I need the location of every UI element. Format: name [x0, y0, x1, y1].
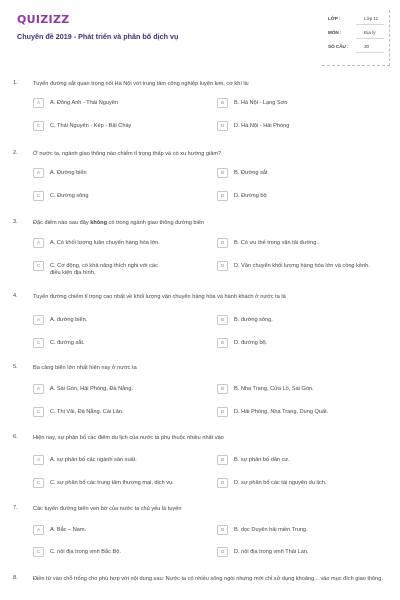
meta-label: SỐ CÂU :	[328, 44, 349, 49]
option-text: A. Bắc – Nam.	[50, 526, 87, 533]
option-letter-box: B	[217, 384, 228, 394]
option-letter-box: A	[33, 384, 44, 394]
option-letter-box: D	[217, 478, 228, 488]
worksheet-header	[0, 0, 400, 70]
question-text: Ba cảng biển lớn nhất hiện nay ở nước ta	[33, 365, 137, 371]
option-text: D. sự phân bố các tài nguyên du lịch.	[234, 479, 327, 486]
option-text: B. đường sông.	[234, 316, 273, 323]
option-text: C. nội địa trong vịnh Bắc Bộ.	[50, 548, 121, 555]
option-letter-box: B	[217, 525, 228, 535]
option-text: A. Đông Anh - Thái Nguyên	[50, 99, 118, 106]
question-number: 2.	[13, 150, 18, 156]
question-number: 7.	[13, 505, 18, 511]
option-text: D. đường bộ.	[234, 339, 268, 346]
option-letter-box: A	[33, 525, 44, 535]
option-text: C. Cơ động, có khả năng thích nghi với các điều kiện địa hình.	[50, 262, 158, 276]
question-text-emphasis: không	[90, 220, 107, 226]
page-title: Chuyên đề 2019 - Phát triển và phân bố dịch vụ	[17, 32, 179, 41]
option-text: D. nội địa trong vịnh Thái Lan.	[234, 548, 309, 555]
question-number: 3.	[13, 219, 18, 225]
option-letter-box: D	[217, 191, 228, 201]
option-text: C. Thị Vải, Đà Nẵng, Cái Lân.	[50, 408, 124, 415]
option-letter-box: A	[33, 168, 44, 178]
quizizz-logo: QUIZIZZ	[17, 13, 70, 26]
meta-box	[322, 10, 390, 66]
option-letter-box: B	[217, 168, 228, 178]
option-letter-box: C	[33, 547, 44, 557]
question-text-pre: Đặc điểm nào sau đây	[33, 220, 91, 226]
option-letter-box: A	[33, 98, 44, 108]
option-letter-box: C	[33, 191, 44, 201]
option-text: B. dọc Duyên hải miền Trung.	[234, 526, 308, 533]
option-letter-box: C	[33, 407, 44, 417]
meta-divider	[356, 52, 384, 53]
question-text-post: có trong ngành giao thông đường biển	[107, 220, 204, 226]
question-text: Tuyến đường sắt quan trọng nối Hà Nội với trung tâm công nghiệp luyện kim, cơ khí là:	[33, 81, 250, 87]
option-text: A. Có khối lượng luân chuyển hàng hóa lớn.	[50, 239, 160, 246]
question-number: 1.	[13, 80, 18, 86]
option-text: A. Đường biển	[50, 169, 87, 176]
option-text: D. Hà Nội - Hải Phòng	[234, 122, 290, 129]
option-letter-box: A	[33, 238, 44, 248]
meta-value: 30	[364, 44, 370, 49]
option-letter-box: C	[33, 121, 44, 131]
option-letter-box: C	[33, 338, 44, 348]
meta-divider	[356, 24, 384, 25]
option-text: D. Hải Phòng, Nha Trang, Dung Quất.	[234, 408, 329, 415]
option-letter-box: B	[217, 238, 228, 248]
option-text: B. sự phân bố dân cư.	[234, 456, 290, 463]
option-letter-box: B	[217, 98, 228, 108]
question-number: 5.	[13, 364, 18, 370]
meta-value: Lớp 11	[364, 16, 379, 21]
option-letter-box: D	[217, 121, 228, 131]
option-text: B. Nha Trang, Cửa Lò, Sài Gòn.	[234, 385, 314, 392]
question-number: 6.	[13, 434, 18, 440]
option-letter-box: A	[33, 455, 44, 465]
option-letter-box: B	[217, 455, 228, 465]
option-text: D. Đường bộ	[234, 192, 267, 199]
option-letter-box: C	[33, 478, 44, 488]
meta-value: Địa lý	[364, 30, 376, 35]
option-text: B. Có ưu thế trong vận tải đường.	[234, 239, 318, 246]
question-text	[33, 219, 388, 227]
option-text: D. Vận chuyển khối lượng hàng hóa lớn và cồng kềnh.	[234, 262, 370, 269]
option-text: C. đường sắt.	[50, 339, 85, 346]
option-letter-box: B	[217, 315, 228, 325]
option-text: C. Thái Nguyên - Kép - Bãi Cháy	[50, 122, 132, 129]
option-text: C. Đường sông	[50, 192, 89, 199]
option-letter-box: D	[217, 547, 228, 557]
question-text: Ở nước ta, ngành giao thông nào chiếm tỉ trọng thấp và có xu hướng giảm?	[33, 151, 222, 157]
option-letter-box: A	[33, 315, 44, 325]
option-letter-box: D	[217, 407, 228, 417]
question-text: Các tuyến đường biển ven bờ của nước ta chủ yếu là tuyến	[33, 506, 182, 512]
meta-label: MÔN :	[328, 30, 342, 35]
meta-divider	[356, 38, 384, 39]
option-letter-box: C	[33, 261, 44, 271]
question-text: Hiện nay, sự phân bố các điểm du lịch của nước ta phụ thuộc nhiều nhất vào	[33, 435, 224, 441]
question-text: Điền từ vào chỗ trống cho phù hợp với nội dung sau: Nước ta có nhiều sông ngòi nhưng mới chỉ sử dụng khoảng... vào mục đích giao thông.	[33, 576, 383, 582]
option-letter-box: D	[217, 338, 228, 348]
meta-label: LỚP :	[328, 16, 341, 21]
question-text: Tuyến đường chiếm tỉ trọng cao nhất về khối lượng vận chuyển hàng hóa và hành khách ở nước ta là	[33, 294, 286, 300]
option-text: B. Đường sắt	[234, 169, 268, 176]
option-letter-box: D	[217, 261, 228, 271]
option-text: A. sự phân bố các ngành sản xuất.	[50, 456, 137, 463]
question-number: 4.	[13, 293, 18, 299]
option-text: A. đường biển.	[50, 316, 88, 323]
option-text: B. Hà Nội - Lạng Sơn	[234, 99, 288, 106]
option-text: A. Sài Gòn, Hải Phòng, Đà Nẵng.	[50, 385, 134, 392]
question-number: 8.	[13, 575, 18, 581]
option-text: C. sự phân bố các trung tâm thương mại, dịch vụ.	[50, 479, 174, 486]
